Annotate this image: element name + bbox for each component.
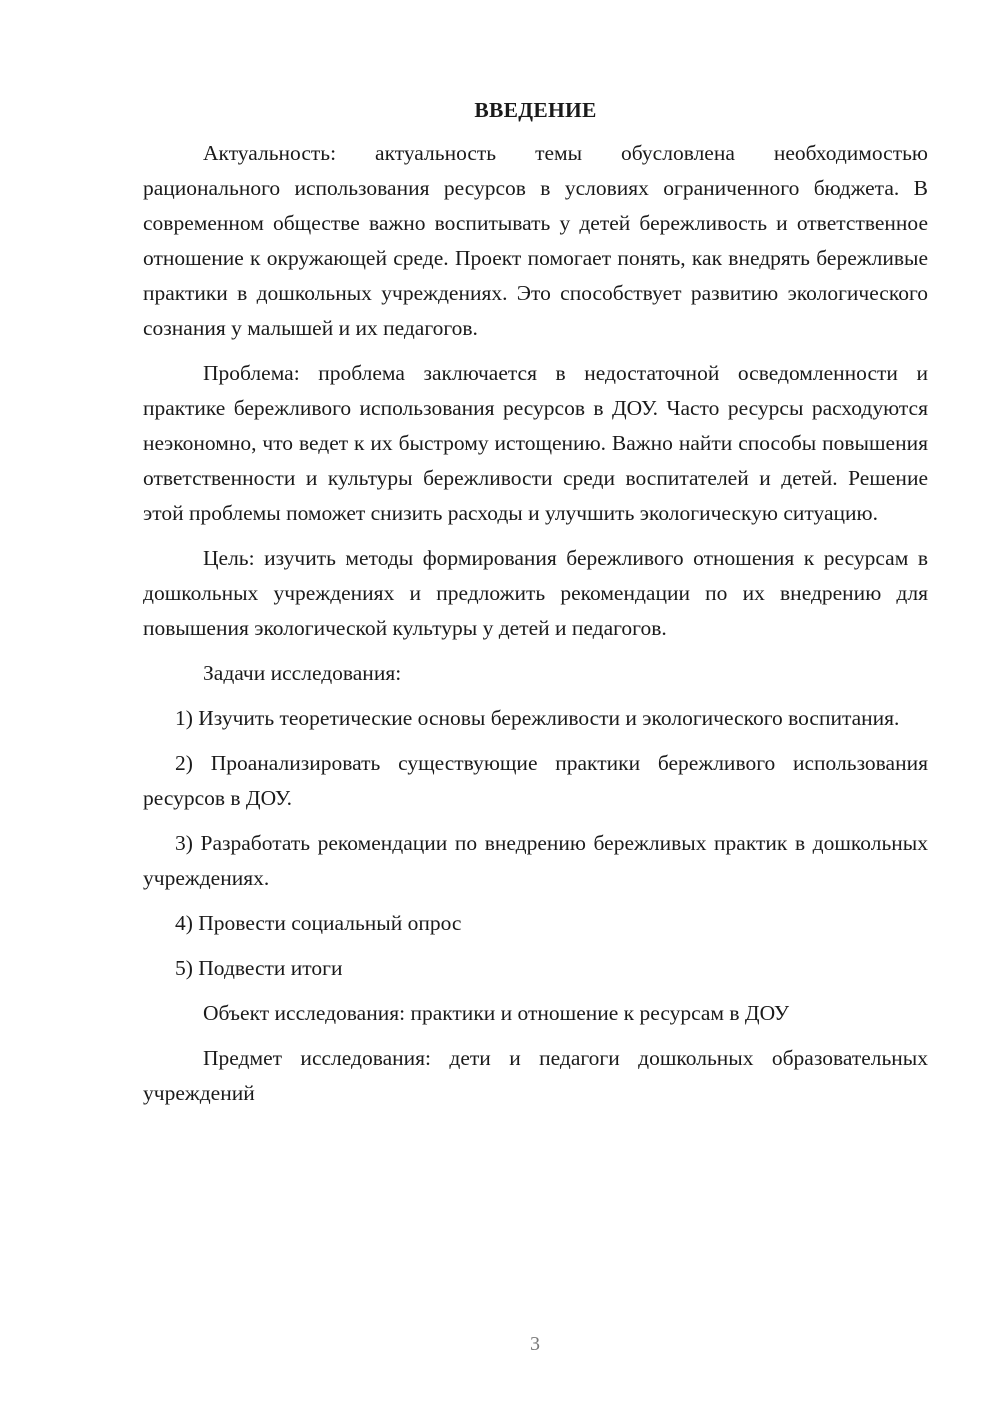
- paragraph-goal: Цель: изучить методы формирования бережливого отношения к ресурсам в дошкольных учреждениях и предложить рекомендации по их внедрению для повышения экологической культуры у детей и педагогов.: [143, 546, 928, 640]
- page-number: 3: [530, 1333, 540, 1355]
- task-item-4: 4) Провести социальный опрос: [175, 911, 462, 935]
- paragraph-problem: Проблема: проблема заключается в недостаточной осведомленности и практике бережливого использования ресурсов в ДОУ. Часто ресурсы расходуются неэкономно, что ведет к их быстрому истощению. Важно найти способы повышения ответственности и культуры бережливости среди воспитателей и детей. Решение этой проблемы поможет снизить расходы и улучшить экологическую ситуацию.: [143, 361, 928, 525]
- task-item-3: 3) Разработать рекомендации по внедрению бережливых практик в дошкольных учреждениях.: [143, 831, 928, 890]
- task-item-5: 5) Подвести итоги: [175, 956, 343, 980]
- page-title: ВВЕДЕНИЕ: [474, 98, 597, 122]
- paragraph-relevance: Актуальность: актуальность темы обусловлена необходимостью рационального использования ресурсов в условиях ограниченного бюджета. В современном обществе важно воспитывать у детей бережливость и ответственное отношение к окружающей среде. Проект помогает понять, как внедрять бережливые практики в дошкольных учреждениях. Это способствует развитию экологического сознания у малышей и их педагогов.: [143, 141, 928, 340]
- tasks-heading: Задачи исследования:: [203, 661, 402, 685]
- page-content: [143, 94, 928, 1121]
- paragraph-subject: Предмет исследования: дети и педагоги дошкольных образовательных учреждений: [143, 1046, 928, 1105]
- task-item-2: 2) Проанализировать существующие практики бережливого использования ресурсов в ДОУ.: [143, 751, 928, 810]
- task-item-1: 1) Изучить теоретические основы бережливости и экологического воспитания.: [175, 706, 900, 730]
- paragraph-object: Объект исследования: практики и отношение к ресурсам в ДОУ: [203, 1001, 790, 1025]
